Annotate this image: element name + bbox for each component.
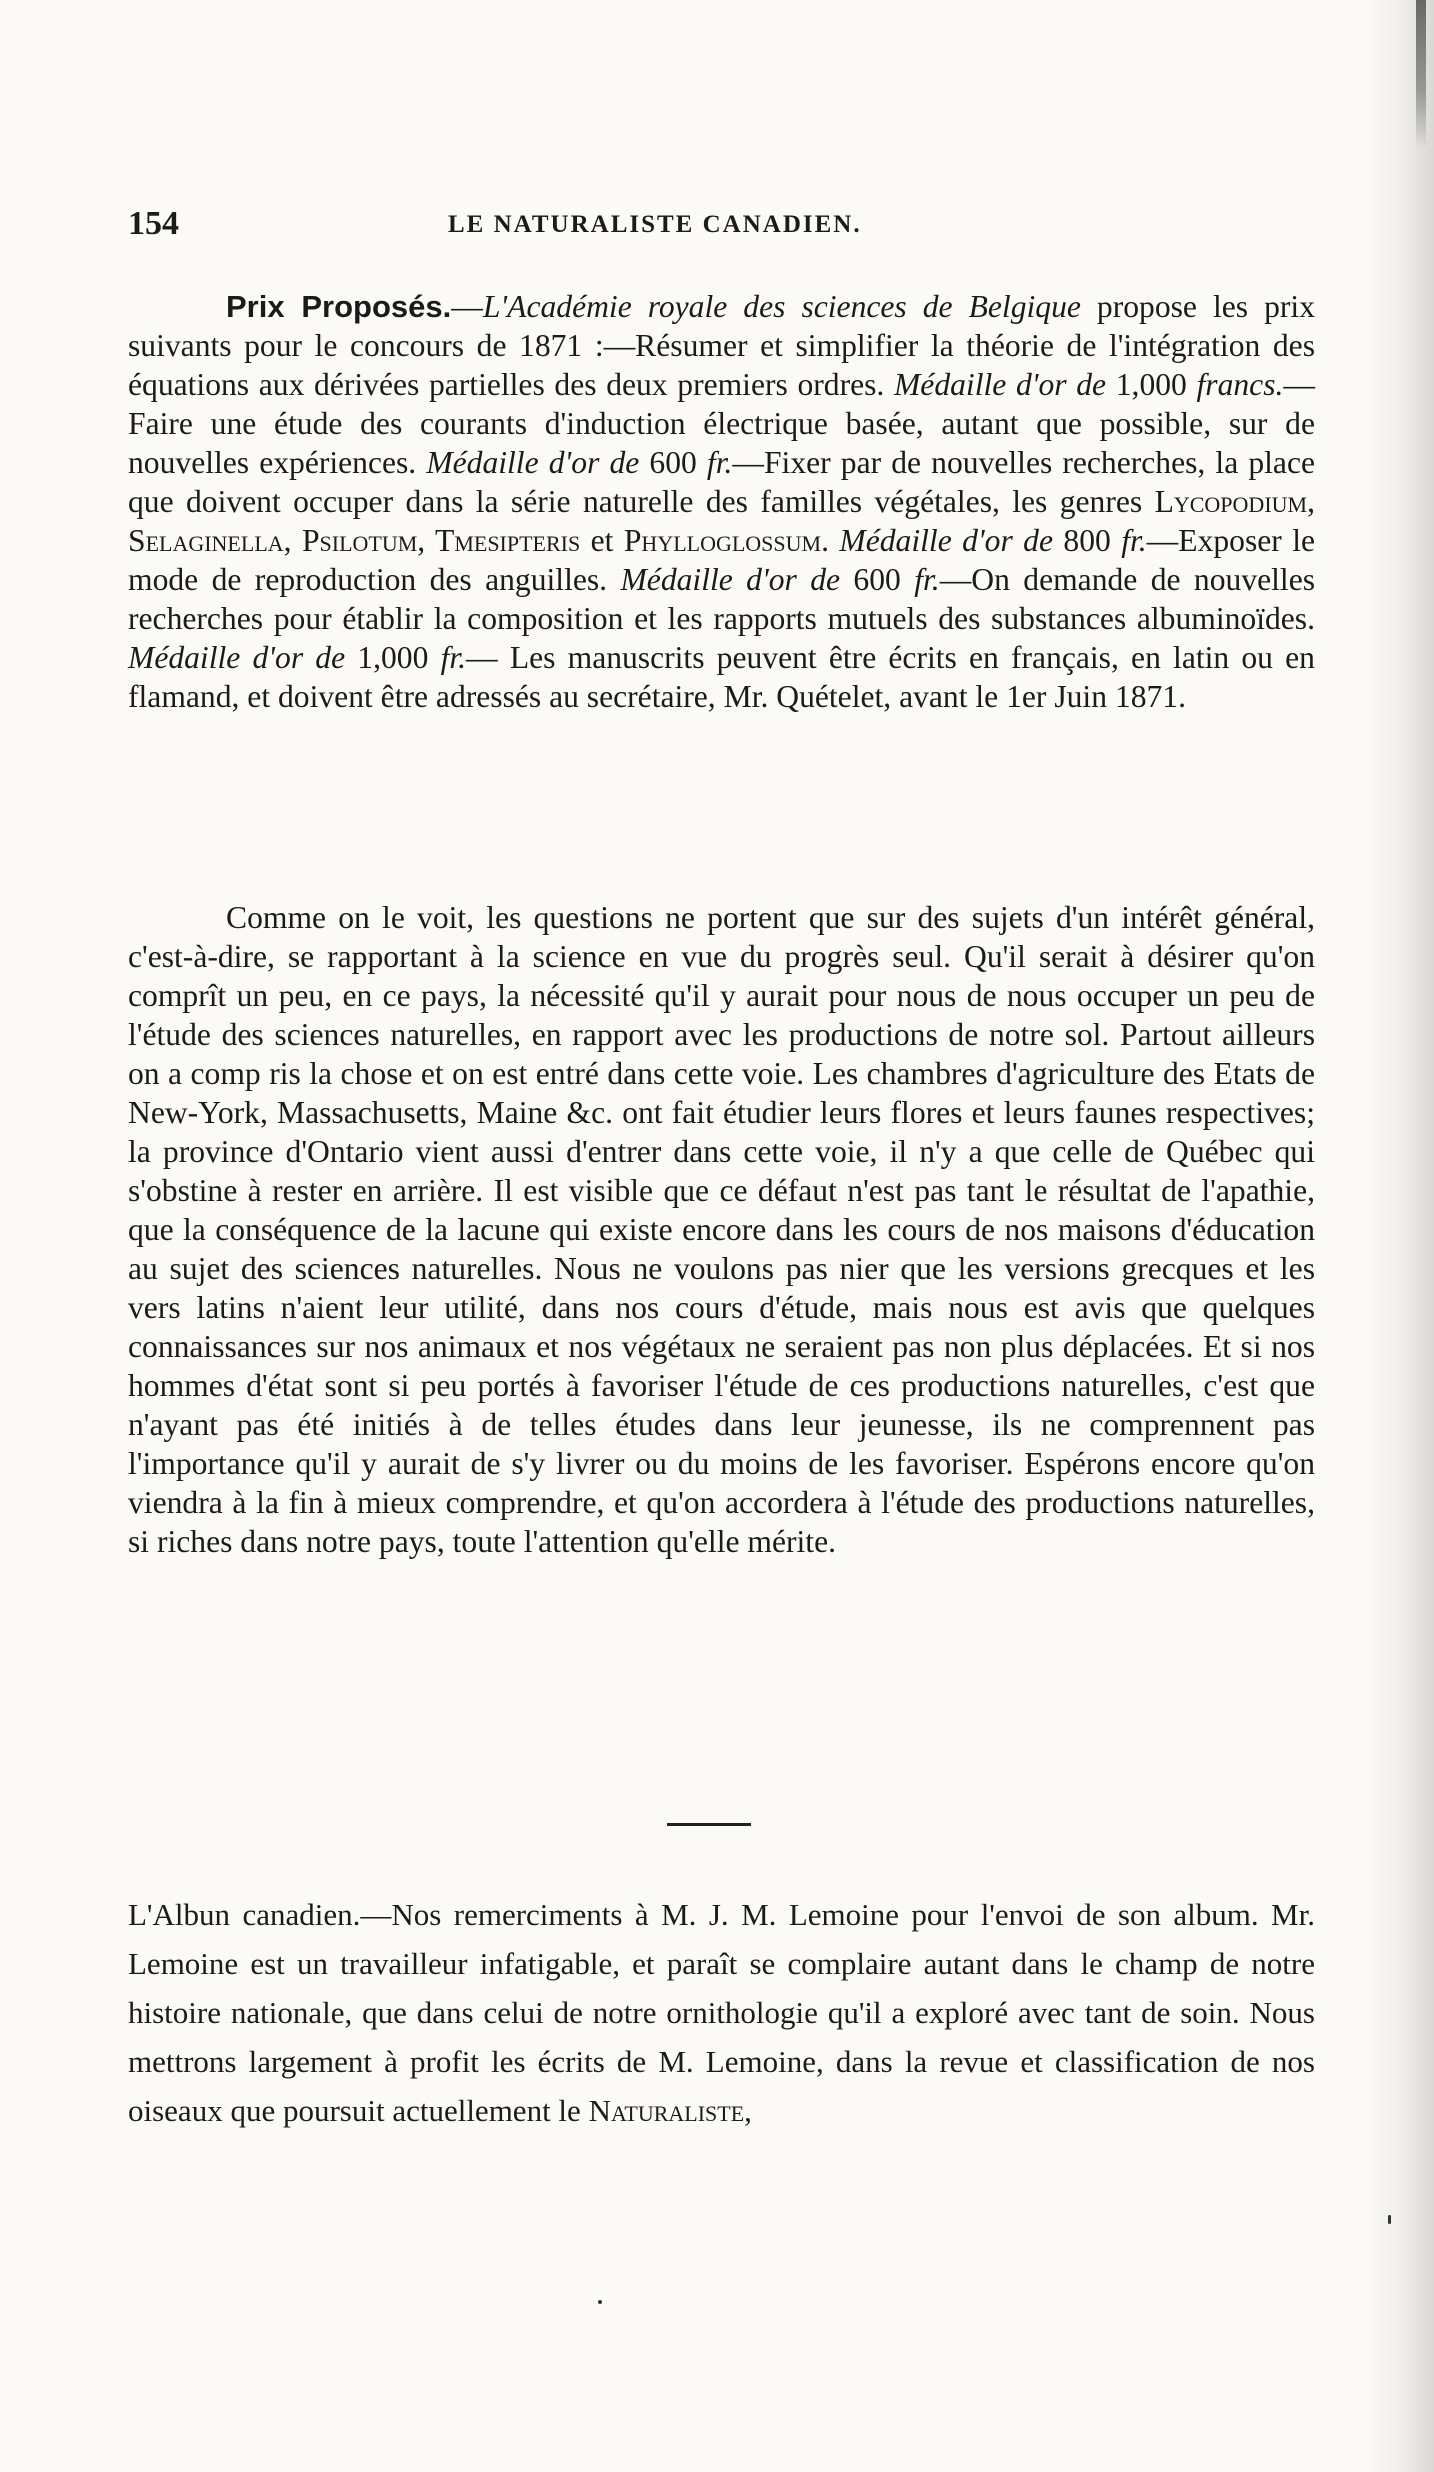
italic-span: fr. <box>706 445 733 480</box>
page-edge-shadow <box>1364 0 1434 2472</box>
running-title: LE NATURALISTE CANADIEN. <box>448 211 862 238</box>
binding-mark <box>1416 0 1426 150</box>
text-span: 1,000 <box>345 640 441 675</box>
text-span: 600 <box>840 562 915 597</box>
run-in-heading: Prix Proposés. <box>226 289 452 324</box>
text-span: et <box>580 523 624 558</box>
page-number: 154 <box>128 205 179 242</box>
text-span: —Faire une étude des courants d'induction électrique basée, autant que possible, sur de nouvelles expériences. <box>128 367 1315 480</box>
small-caps-span: Lycopodium, Selaginella, Psilotum, Tmesipteris <box>128 484 1315 558</box>
text-span <box>829 523 839 558</box>
text-span: — Les manuscrits peuvent être écrits en français, en latin ou en flamand, et doivent être adressés au secrétaire, Mr. Quételet, avant le 1er Juin 1871. <box>128 640 1315 714</box>
print-speck <box>598 2300 602 2304</box>
page-header <box>128 205 1318 255</box>
text-span: 1,000 <box>1106 367 1197 402</box>
italic-span: francs. <box>1196 367 1284 402</box>
text-span: —Exposer le mode de reproduction des anguilles. <box>128 523 1315 597</box>
italic-span: Médaille d'or de <box>128 640 346 675</box>
italic-span: Médaille d'or de <box>620 562 841 597</box>
italic-span: fr. <box>1121 523 1147 558</box>
paragraph-album-canadien <box>128 1890 1315 2135</box>
small-caps-span: Naturaliste, <box>588 2093 752 2128</box>
text-span: —Fixer par de nouvelles recherches, la place que doivent occuper dans la série naturelle des familles végétales, les genres <box>128 445 1315 519</box>
text-span: —On demande de nouvelles recherches pour établir la composition et les rapports mutuels des substances albuminoïdes. <box>128 562 1316 636</box>
text-span: — <box>451 289 483 324</box>
italic-span: fr. <box>440 640 467 675</box>
italic-span: Médaille d'or de <box>839 523 1053 558</box>
text-span: L'Albun canadien.—Nos remerciments à M. J. M. Lemoine pour l'envoi de son album. Mr. Lemoine est un travailleur infatigable, et paraît se complaire autant dans le champ de notre histoire nationale, que dans celui de notre ornithologie qu'il a exploré avec tant de soin. Nous mettrons largement à profit les écrits de M. Lemoine, dans la revue et classification de nos oiseaux que poursuit actuellement le <box>128 1897 1315 2128</box>
italic-span: fr. <box>914 562 940 597</box>
italic-span: L'Académie royale des sciences de Belgique <box>482 289 1081 324</box>
italic-span: Médaille d'or de <box>426 445 640 480</box>
text-span: 600 <box>639 445 707 480</box>
italic-span: Médaille d'or de <box>893 367 1107 402</box>
small-caps-span: Phylloglossum. <box>623 523 830 558</box>
text-span: 800 <box>1053 523 1122 558</box>
paragraph-prix-proposes <box>128 287 1315 716</box>
text-span: propose les prix suivants pour le concours de 1871 :—Résumer et simplifier la théorie de l'intégration des équations aux dérivées partielles des deux premiers ordres. <box>128 289 1315 402</box>
print-speck <box>1388 2215 1391 2224</box>
paragraph-commentary: Comme on le voit, les questions ne portent que sur des sujets d'un intérêt général, c'est-à-dire, se rapportant à la science en vue du progrès seul. Qu'il serait à désirer qu'on comprît un peu, en ce pays, la nécessité qu'il y aurait pour nous de nous occuper un peu de l'étude des sciences naturelles, en rapport avec les productions de notre sol. Partout ailleurs on a comp ris la chose et on est entré dans cette voie. Les chambres d'agriculture des Etats de New-York, Massachusetts, Maine &c. ont fait étudier leurs flores et leurs faunes respectives; la province d'Ontario vient aussi d'entrer dans cette voie, il n'y a que celle de Québec qui s'obstine à rester en arrière. Il est visible que ce défaut n'est pas tant le résultat de l'apathie, que la conséquence de la lacune qui existe encore dans les cours de nos maisons d'éducation au sujet des sciences naturelles. Nous ne voulons pas nier que les versions grecques et les vers latins n'aient leur utilité, dans nos cours d'étude, mais nous est avis que quelques connaissances sur nos animaux et nos végétaux ne seraient pas non plus déplacées. Et si nos hommes d'état sont si peu portés à favoriser l'étude de ces productions naturelles, c'est que n'ayant pas été initiés à de telles études dans leur jeunesse, ils ne comprennent pas l'importance qu'il y aurait de s'y livrer ou du moins de les favoriser. Espérons encore qu'on viendra à la fin à mieux comprendre, et qu'on accordera à l'étude des productions naturelles, si riches dans notre pays, toute l'attention qu'elle mérite. <box>128 900 1315 1559</box>
section-divider <box>667 1823 751 1826</box>
